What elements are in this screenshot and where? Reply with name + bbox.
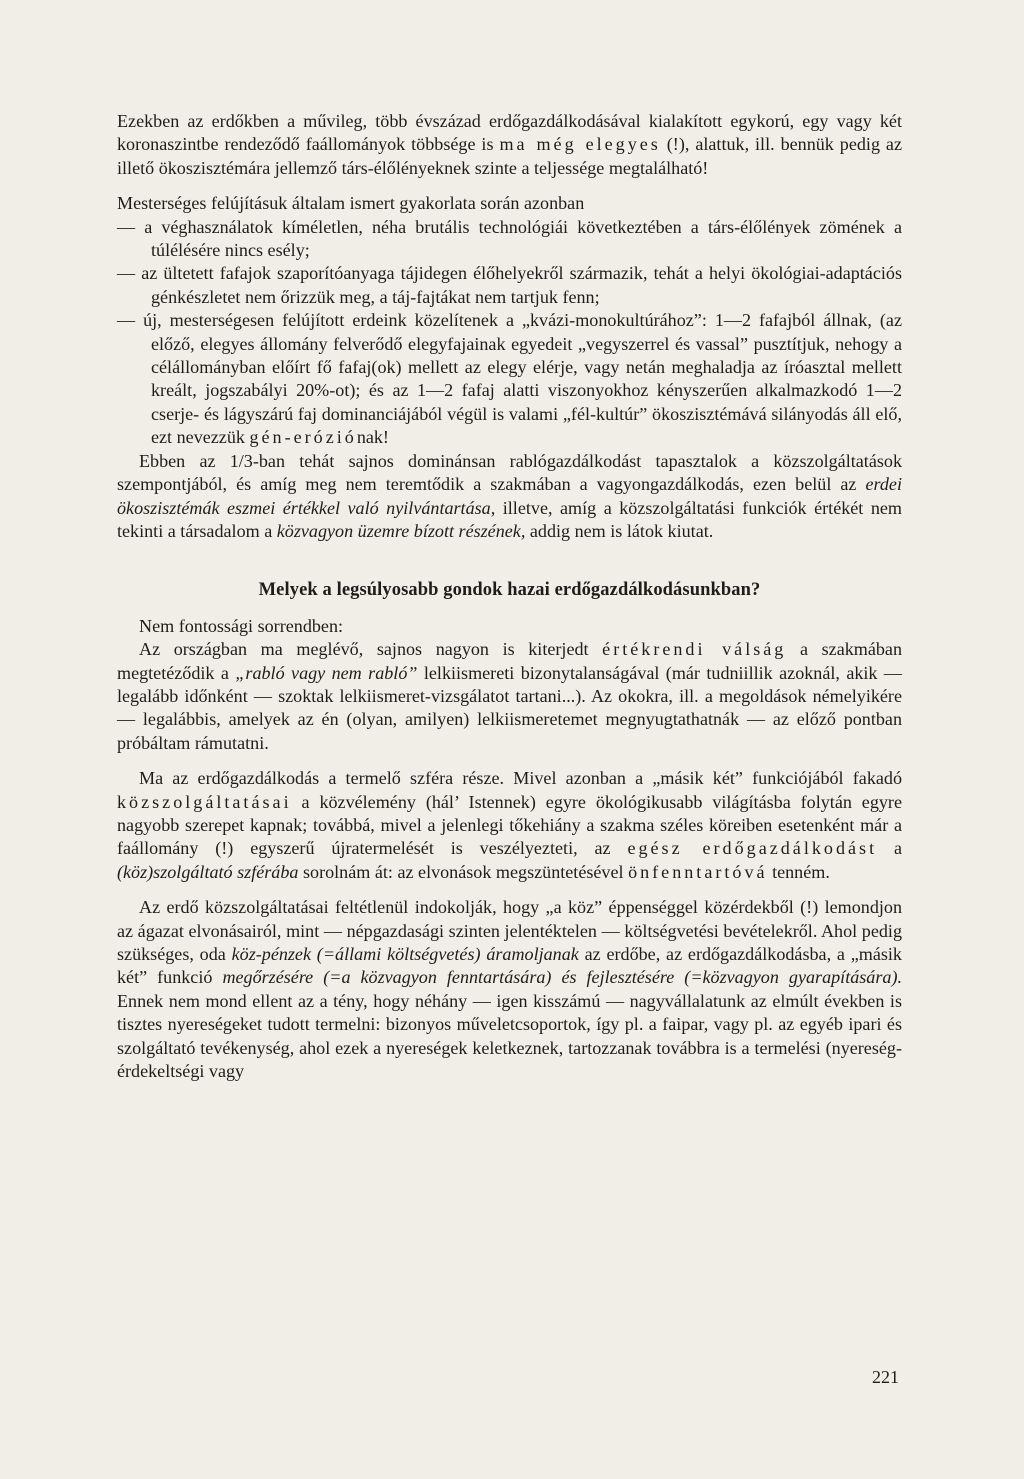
text-run: a bbox=[877, 838, 903, 859]
paragraph bbox=[117, 450, 902, 544]
text-run: tenném. bbox=[767, 861, 830, 882]
list-item bbox=[117, 309, 902, 449]
text-run: Ma az erdőgazdálkodás a termelő szféra része. Mivel azonban a „másik két” funkciójából fakadó bbox=[139, 768, 902, 789]
spaced-emphasis: közszolgáltatásai bbox=[117, 791, 292, 812]
italic-phrase: (köz)szolgáltató szférába bbox=[117, 861, 299, 882]
italic-phrase: megőrzésére (=a közvagyon fenntartására) és fejlesztésére (=közvagyon gyarapítására). bbox=[222, 967, 902, 988]
section-heading: Melyek a legsúlyosabb gondok hazai erdőgazdálkodásunkban? bbox=[258, 580, 761, 601]
text-run: az erdőbe, az erdőgazdálkodásba, a „másik két” funkció bbox=[117, 944, 902, 988]
paragraph bbox=[117, 767, 902, 884]
italic-phrase: köz-pénzek (=állami költségvetés) áramoljanak bbox=[231, 944, 579, 964]
text-run: Az országban ma meglévő, sajnos nagyon is kiterjedt bbox=[139, 639, 603, 660]
spaced-emphasis: egész erdőgazdálkodást bbox=[627, 838, 878, 859]
text-run: Ezekben az erdőkben a művileg, több évszázad erdőgazdálkodásával kialakított egykorú, egy vagy két koronaszintbe rendeződő faállományok többsége is bbox=[117, 111, 902, 155]
text-run: sorolnám át: az elvonások megszüntetésével bbox=[298, 861, 629, 882]
text-run: Ennek nem mond ellent az a tény, hogy néhány — igen kisszámú — nagyvállalatunk az elmúlt években is tisztes nyereségeket tudott termelni: bizonyos műveletcsoportok, így pl. a faipar, vagy pl. az egyéb ipari és szolgáltató tevékenység, ahol ezek a nyereségek keletkeznek, tartozzanak továbbra is a termelési (nyereség-érdekeltségi vagy bbox=[117, 990, 902, 1082]
page-body bbox=[117, 110, 902, 1083]
spaced-emphasis: ma még elegyes bbox=[499, 134, 661, 155]
text-run: — új, mesterségesen felújított erdeink közelítenek a „kvázi-monokultúrához”: 1—2 fafajból állnak, (az előző, elegyes állomány felverődő elegyfajainak egyedeit „vegyszerrel és vassal” pusztítjuk, nehogy a célállományban előírt fő fafaj(ok) mellett az elegy elérje, vagy netán meghaladja az íróasztal mellett kreált, jogszabályi 20%-ot); és az 1—2 fafaj alatti viszonyokhoz kényszerűen alkalmazkodó 1—2 cserje- és lágyszárú faj dominanciájából végül is valami „fél-kultúr” ökoszisztémává silányodás áll elő, ezt nevezzük bbox=[117, 310, 902, 448]
italic-phrase: erdei ökoszisztémák eszmei értékkel való nyilvántartása, bbox=[117, 474, 902, 518]
page-number: 221 bbox=[872, 1367, 899, 1387]
paragraph bbox=[117, 638, 902, 755]
text-run: addig nem is látok kiutat. bbox=[525, 520, 714, 541]
list-item: — az ültetett fafajok szaporítóanyaga tájidegen élőhelyekről származik, tehát a helyi ökológiai-adaptációs génkészletet nem őrizzük meg, a táj-fajtákat nem tartjuk fenn; bbox=[117, 263, 902, 307]
paragraph bbox=[117, 110, 902, 180]
spaced-emphasis: gén-erózió bbox=[249, 427, 357, 448]
text-run: Az erdő közszolgáltatásai feltétlenül indokolják, hogy „a köz” éppenséggel közérdekből (!) lemondjon az ágazat elvonásairól, mint — népgazdasági szinten jelentéktelen — költségvetési bevételekről. Ahol pedig szükséges, oda bbox=[117, 897, 902, 964]
italic-phrase: közvagyon üzemre bízott részének, bbox=[276, 520, 526, 541]
list-item: — a véghasználatok kíméletlen, néha brutális technológiái következtében a társ-élőlények zömének a túlélésére nincs esély; bbox=[117, 216, 902, 261]
paragraph: Nem fontossági sorrendben: bbox=[139, 615, 344, 636]
text-run: illetve, amíg a közszolgáltatási funkciók értékét nem tekinti a társadalom a bbox=[117, 497, 902, 541]
spaced-emphasis: önfenntartóvá bbox=[628, 861, 768, 882]
paragraph bbox=[117, 896, 902, 1083]
italic-phrase: „rabló vagy nem rabló” bbox=[235, 662, 418, 683]
text-run: a szakmában megtetéződik a bbox=[117, 639, 903, 683]
text-run: a közvélemény (hál’ Istennek) egyre ökológikusabb világításba folytán egyre nagyobb szerepet kapnak; továbbá, mivel a jelenlegi tőkehiány a szakma széles köreiben esetenként már a faállomány (!) egyszerű újratermelését is veszélyezteti, az bbox=[117, 791, 902, 859]
text-run: lelkiismereti bizonytalanságával (már tudniillik azoknál, akik — legalább időnként — szoktak lelkiismeret-vizsgálatot tartani...). Az okokra, ill. a megoldások némelyikére — legalábbis, amelyek az én (olyan, amilyen) lelkiismeretemet megnyugtathatnák — az előző pontban próbáltam rámutatni. bbox=[117, 662, 902, 753]
text-run: nak! bbox=[356, 427, 389, 448]
text-run: (!), alattuk, ill. bennük pedig az illető ökoszisztémára jellemző társ-élőlényeknek szinte a teljessége megtalálható! bbox=[117, 134, 902, 178]
text-run: Ebben az 1/3-ban tehát sajnos dominánsan rablógazdálkodást tapasztalok a közszolgáltatások szempontjából, és amíg meg nem teremtődik a szakmában a vagyongazdálkodás, ezen belül az bbox=[117, 450, 902, 495]
paragraph: Mesterséges felújításuk általam ismert gyakorlata során azonban bbox=[117, 193, 585, 214]
spaced-emphasis: értékrendi válság bbox=[602, 639, 787, 660]
